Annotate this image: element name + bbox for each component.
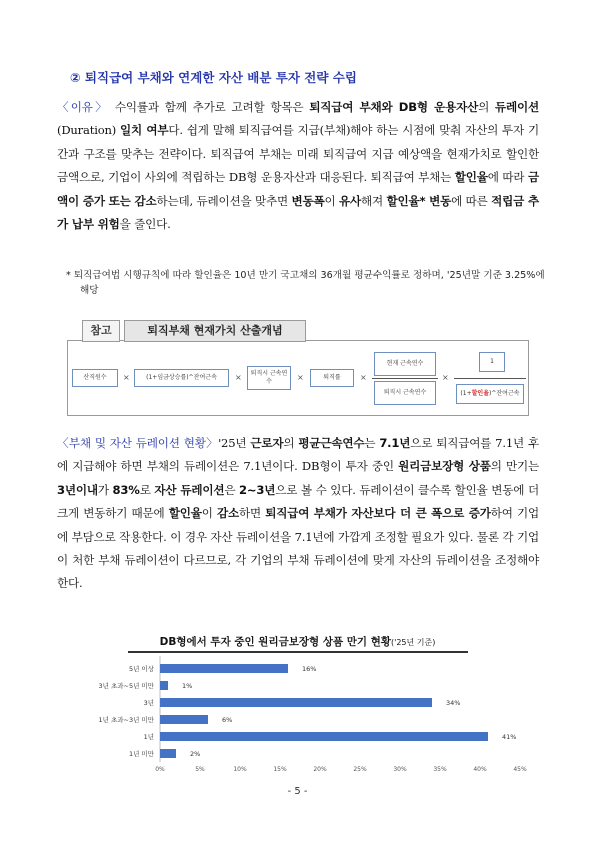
text: 으로 볼 수 있다. 듀레이션이 클수록 할인율 변동에 더 크게 변동하기 때문에 xyxy=(57,482,539,521)
chart-title-underline xyxy=(128,651,468,653)
bold-text: 일치 여부 xyxy=(120,123,169,138)
category-label: 5년 이상 xyxy=(128,665,154,673)
chart-title xyxy=(0,634,595,649)
text: 의 xyxy=(283,436,299,450)
formula-box-turnover: 퇴직률 xyxy=(310,369,354,387)
bar xyxy=(160,732,488,741)
bold-text: 평균근속연수 xyxy=(298,436,365,450)
text: (1+ xyxy=(460,390,472,397)
lead-label: 〈이유〉 xyxy=(57,100,109,114)
bar xyxy=(160,749,176,758)
formula-box-wage-growth: (1+임금상승률)^잔여근속 xyxy=(134,369,229,387)
bold-text: 유사 xyxy=(338,193,361,208)
discount-rate-highlight: 할인율 xyxy=(471,390,489,397)
text: 에 따라 xyxy=(487,170,528,185)
x-tick-label: 10% xyxy=(233,766,247,773)
category-label: 1년 초과~3년 미만 xyxy=(98,716,154,724)
x-tick-label: 5% xyxy=(195,766,205,773)
x-tick-label: 35% xyxy=(433,766,447,773)
text: 해져 xyxy=(360,193,387,208)
chart-title-main: DB형에서 투자 중인 원리금보장형 상품 만기 현황 xyxy=(159,636,391,648)
chart-title-sub: ('25년 기준) xyxy=(391,638,436,647)
bar xyxy=(160,715,208,724)
x-tick-label: 45% xyxy=(513,766,527,773)
formula-box-retire-service: 퇴직시 근속연수 xyxy=(374,381,436,405)
text: 하는데, 듀레이션을 맞추면 xyxy=(156,193,292,208)
bar xyxy=(160,698,432,707)
reference-title: 퇴직부채 현재가치 산출개념 xyxy=(124,320,306,342)
page-number: - 5 - xyxy=(287,786,308,797)
text: 이 xyxy=(324,193,339,208)
bold-text: 적립금 추가 납부 위험 xyxy=(57,193,539,232)
text: 으로 퇴직급여를 7.1년 후에 지급해야 하면 부채의 듀레이션은 7.1년이다. DB형이 투자 중인 xyxy=(57,436,539,474)
x-tick-label: 25% xyxy=(353,766,367,773)
text: 이 xyxy=(201,506,217,521)
fraction-line xyxy=(454,378,526,379)
times-operator: × xyxy=(297,373,304,382)
bold-text: 변동폭 xyxy=(291,193,325,208)
category-label: 1년 xyxy=(143,733,154,741)
times-operator: × xyxy=(442,373,449,382)
text: 하여 기업에 부담으로 작용한다. 이 경우 자산 듀레이션을 7.1년에 가깝게 조정할 필요가 있다. 물론 각 기업이 처한 부채 듀레이션이 다르므로, 각 기업의 부채 듀레이션에 맞게 자산의 듀레이션을 조정해야 한다. xyxy=(57,506,540,591)
text: 을 줄인다. xyxy=(119,217,171,232)
bold-text: 퇴직급여 부채가 자산보다 더 큰 폭으로 증가 xyxy=(265,506,491,521)
data-label: 34% xyxy=(446,699,461,707)
maturity-bar-chart xyxy=(0,654,595,774)
bold-text: 감소 xyxy=(216,506,239,521)
bar xyxy=(160,664,288,673)
bar xyxy=(160,681,168,690)
category-label: 3년 초과~5년 미만 xyxy=(98,682,154,690)
formula-box-current-service: 현재 근속연수 xyxy=(374,352,436,376)
text: 에 따른 xyxy=(451,193,492,208)
data-label: 6% xyxy=(222,716,233,724)
bold-text: 83% xyxy=(112,482,140,497)
text: 는 xyxy=(364,436,380,450)
bold-text: 7.1년 xyxy=(379,436,411,450)
text: '25년 xyxy=(218,436,251,450)
bold-text: 3년이내 xyxy=(57,482,98,497)
x-tick-label: 20% xyxy=(313,766,327,773)
text: )^잔여근속 xyxy=(489,390,520,397)
lead-label: 〈부채 및 자산 듀레이션 현황〉 xyxy=(57,436,219,450)
footnote: * 퇴직급여법 시행규칙에 따라 할인율은 10년 만기 국고채의 36개월 평균수익률로 정하며, '25년말 기준 3.25%에 해당 xyxy=(66,270,545,296)
data-label: 41% xyxy=(502,733,517,741)
paragraph-duration-status xyxy=(57,432,539,596)
bold-text: 할인율 xyxy=(454,170,488,185)
formula-box-employees: 산직원수 xyxy=(72,369,118,387)
formula-box-discount xyxy=(456,384,524,404)
text: 하면 xyxy=(238,506,266,521)
text: 의 xyxy=(478,100,495,114)
bold-text: 원리금보장형 상품 xyxy=(398,459,491,474)
text: 의 만기는 xyxy=(490,459,539,474)
text: 은 xyxy=(224,482,240,497)
text: (Duration) xyxy=(57,123,121,138)
x-tick-label: 0% xyxy=(155,766,165,773)
reference-tag: 참고 xyxy=(82,320,120,342)
times-operator: × xyxy=(123,373,130,382)
category-label: 1년 미만 xyxy=(128,750,154,758)
x-tick-label: 40% xyxy=(473,766,487,773)
text: 로 xyxy=(139,482,155,497)
bold-text: 금액이 증가 또는 감소 xyxy=(57,170,539,208)
section-title: ② 퇴직급여 부채와 연계한 자산 배분 투자 전략 수립 xyxy=(70,70,357,85)
category-label: 3년 xyxy=(143,699,154,707)
bold-text: 할인율 xyxy=(168,506,202,521)
bold-text: 할인율* 변동 xyxy=(386,193,452,208)
text: 수익률과 함께 추가로 고려할 항목은 xyxy=(109,100,310,114)
bold-text: 근로자 xyxy=(250,436,284,450)
data-label: 2% xyxy=(190,750,201,758)
bold-text: 듀레이션 xyxy=(494,100,539,114)
bold-text: 자산 듀레이션 xyxy=(154,482,225,497)
text: 다. 쉽게 말해 퇴직급여를 지급(부채)해야 하는 시점에 맞춰 자산의 투자 기간과 구조를 맞추는 전략이다. 퇴직급여 부채는 미래 퇴직급여 지급 예상액을 현재가치로 할인한 금액으로, 기업이 사외에 적립하는 DB형 운용자산과 대응된다. 퇴직급여 부채는 xyxy=(57,123,539,185)
times-operator: × xyxy=(360,373,367,382)
times-operator: × xyxy=(235,373,242,382)
fraction-line xyxy=(372,378,438,379)
text: 가 xyxy=(97,482,113,497)
paragraph-reason xyxy=(57,96,539,236)
x-tick-label: 30% xyxy=(393,766,407,773)
data-label: 16% xyxy=(302,665,317,673)
bold-text: 2~3년 xyxy=(239,482,276,497)
x-tick-label: 15% xyxy=(273,766,287,773)
formula-box-one: 1 xyxy=(479,352,505,372)
bold-text: 퇴직급여 부채와 DB형 운용자산 xyxy=(309,100,479,114)
formula-box-service-years: 퇴직시 근속연수 xyxy=(247,366,291,390)
data-label: 1% xyxy=(182,682,193,690)
